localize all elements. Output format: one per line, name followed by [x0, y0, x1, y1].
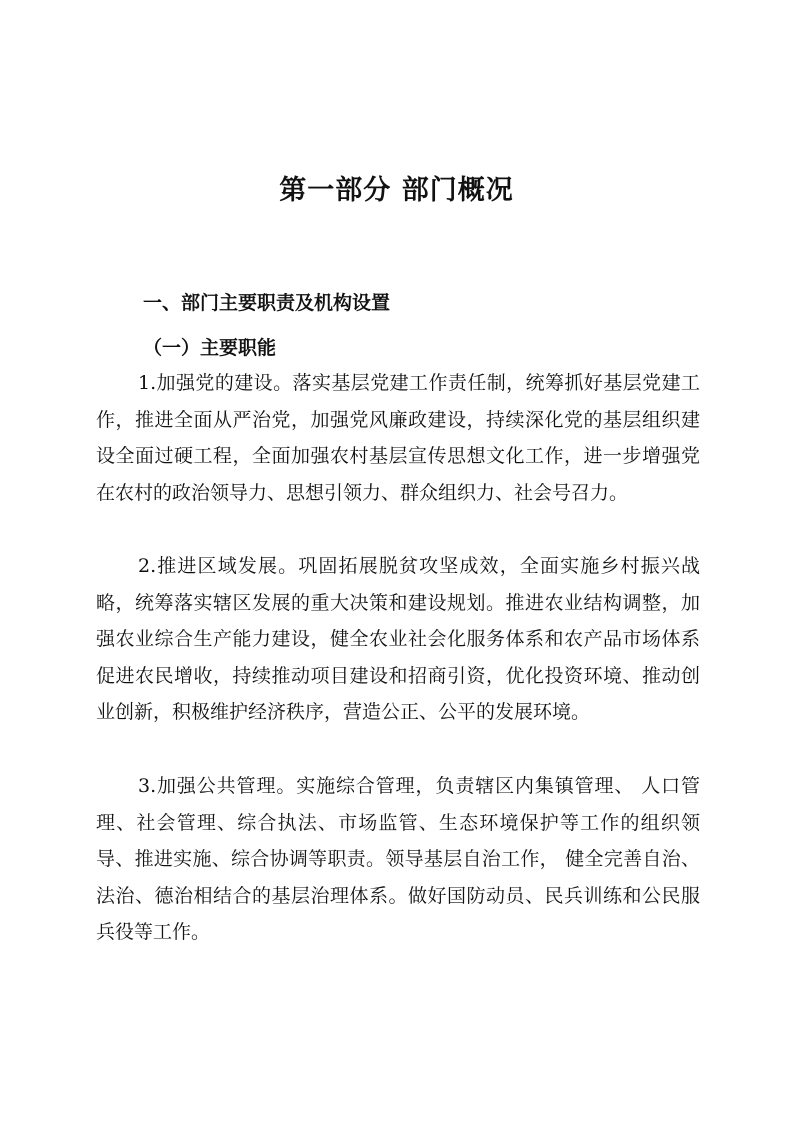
- subsection-heading: （一）主要职能: [143, 337, 277, 359]
- paragraph-regional-development: 2.推进区域发展。巩固拓展脱贫攻坚成效，全面实施乡村振兴战略，统筹落实辖区发展的重大决策和建设规划。推进农业结构调整，加强农业综合生产能力建设，健全农业社会化服务体系和农产品市场体系促进农民增收，持续推动项目建设和招商引资，优化投资环境、推动创业创新，积极维护经济秩序，营造公正、公平的发展环境。: [96, 555, 700, 723]
- paragraph-party-building: 1.加强党的建设。落实基层党建工作责任制，统筹抓好基层党建工作，推进全面从严治党，加强党风廉政建设，持续深化党的基层组织建设全面过硬工程，全面加强农村基层宣传思想文化工作，进一步增强党在农村的政治领导力、思想引领力、群众组织力、社会号召力。: [96, 372, 700, 504]
- section-heading: 一、部门主要职责及机构设置: [143, 292, 391, 314]
- paragraph-public-management: 3.加强公共管理。实施综合管理，负责辖区内集镇管理、 人口管理、社会管理、综合执法、市场监管、生态环境保护等工作的组织领导、推进实施、综合协调等职责。领导基层自治工作， 健全完善自治、法治、德治相结合的基层治理体系。做好国防动员、民兵训练和公民服兵役等工作。: [96, 775, 700, 943]
- page-title: 第一部分 部门概况: [279, 175, 514, 206]
